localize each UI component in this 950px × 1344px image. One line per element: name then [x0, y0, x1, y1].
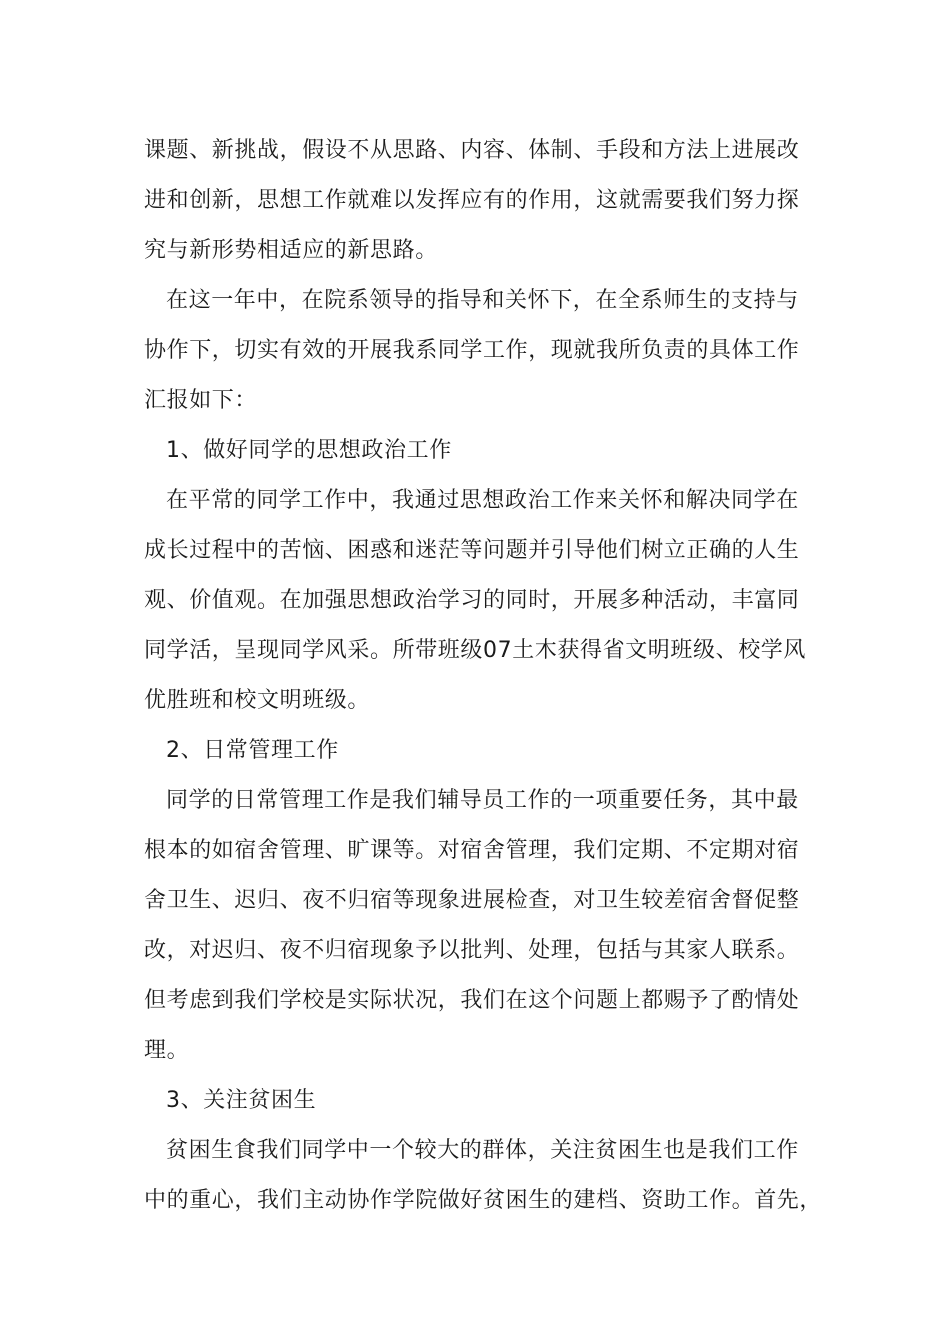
body-text-line: 但考虑到我们学校是实际状况，我们在这个问题上都赐予了酌情处	[144, 988, 800, 1013]
body-text-line: 协作下，切实有效的开展我系同学工作，现就我所负责的具体工作	[144, 338, 800, 363]
body-text-line: 理。	[144, 1038, 190, 1063]
body-text-line: 中的重心，我们主动协作学院做好贫困生的建档、资助工作。首先，	[144, 1188, 823, 1213]
body-text-line: 汇报如下：	[144, 388, 258, 413]
body-text-line: 究与新形势相适应的新思路。	[144, 238, 438, 263]
body-text-line: 根本的如宿舍管理、旷课等。对宿舍管理，我们定期、不定期对宿	[144, 838, 800, 863]
section-heading-1: 1、做好同学的思想政治工作	[166, 438, 452, 463]
body-text-line: 进和创新，思想工作就难以发挥应有的作用，这就需要我们努力探	[144, 188, 800, 213]
paragraph-first-line: 同学的日常管理工作是我们辅导员工作的一项重要任务，其中最	[166, 788, 799, 813]
body-text-line: 成长过程中的苦恼、困惑和迷茫等问题并引导他们树立正确的人生	[144, 538, 800, 563]
paragraph-first-line: 在平常的同学工作中，我通过思想政治工作来关怀和解决同学在	[166, 488, 799, 513]
paragraph-first-line: 贫困生食我们同学中一个较大的群体，关注贫困生也是我们工作	[166, 1138, 799, 1163]
body-text-line: 舍卫生、迟归、夜不归宿等现象进展检查，对卫生较差宿舍督促整	[144, 888, 800, 913]
section-heading-3: 3、关注贫困生	[166, 1088, 317, 1113]
section-heading-2: 2、日常管理工作	[166, 738, 339, 763]
body-text-line: 优胜班和校文明班级。	[144, 688, 371, 713]
paragraph-first-line: 在这一年中，在院系领导的指导和关怀下，在全系师生的支持与	[166, 288, 799, 313]
body-text-line: 同学活，呈现同学风采。所带班级07土木获得省文明班级、校学风	[144, 638, 806, 663]
body-text-line: 改，对迟归、夜不归宿现象予以批判、处理，包括与其家人联系。	[144, 938, 800, 963]
body-text-line: 课题、新挑战，假设不从思路、内容、体制、手段和方法上进展改	[144, 138, 800, 163]
body-text-line: 观、价值观。在加强思想政治学习的同时，开展多种活动，丰富同	[144, 588, 800, 613]
